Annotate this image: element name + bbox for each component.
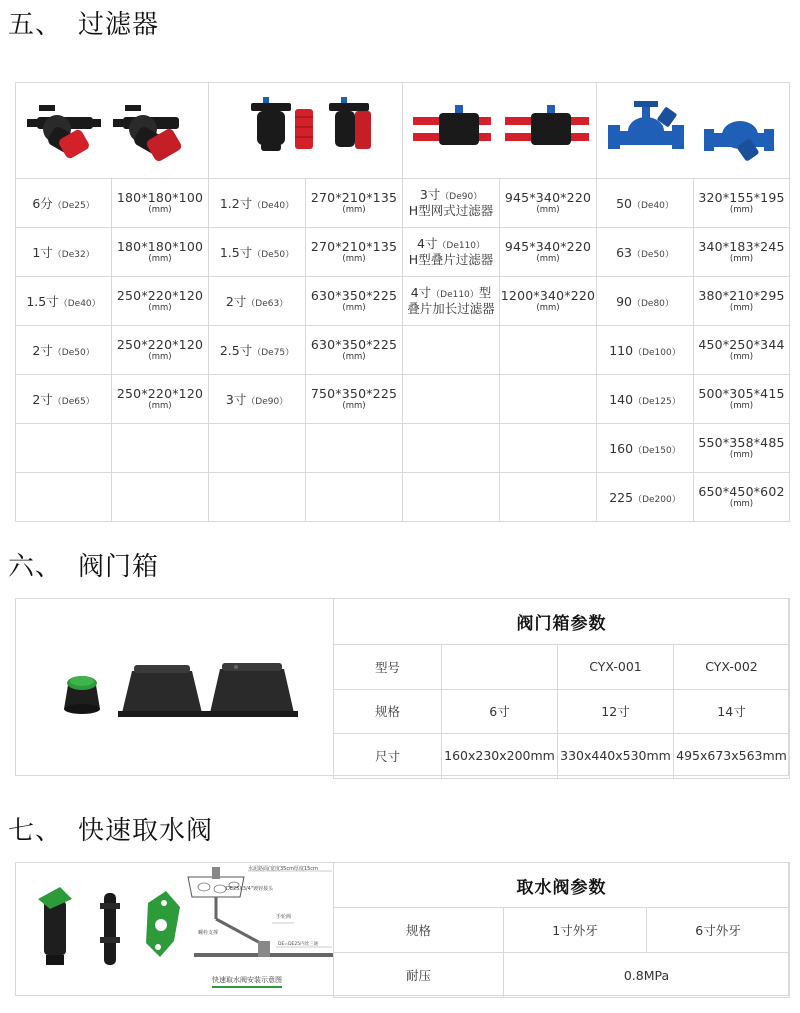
- dimension-unit: (mm): [342, 401, 366, 411]
- pipe-spec-label: （De65）: [52, 397, 95, 407]
- dimension-value: 180*180*100: [116, 190, 204, 205]
- diagram-caption: 快速取水阀安装示意图: [212, 975, 282, 988]
- filter-table-cell: [306, 179, 403, 228]
- filter-table-cell: [500, 473, 597, 522]
- size-label: 1.5寸: [26, 294, 59, 309]
- filter-table-cell: [694, 228, 790, 277]
- pressure-value: 0.8MPa: [504, 953, 790, 998]
- section-title-filter: [8, 4, 159, 41]
- dimension-value: 340*183*245: [698, 239, 785, 254]
- filter-table-cell: [16, 277, 112, 326]
- dimension-unit: (mm): [729, 401, 754, 411]
- filter-table-cell: [694, 473, 790, 522]
- diagram-note-handwheel: 手轮阀: [276, 914, 292, 920]
- pipe-spec-label: （De100）: [633, 347, 681, 358]
- dimension-unit: (mm): [536, 254, 560, 264]
- dimension-value: 250*220*120: [116, 337, 204, 352]
- param-label: 尺寸: [334, 734, 442, 779]
- filter-table-row: [16, 424, 790, 473]
- dimension-value: 270*210*135: [310, 239, 398, 254]
- param-value: 495x673x563mm: [674, 734, 790, 779]
- valve-box-row: [334, 645, 790, 690]
- filter-image-y-type: [597, 83, 790, 179]
- small-filter-image-icon: [17, 89, 207, 169]
- size-label: 50: [616, 195, 632, 211]
- filter-table-cell: [306, 326, 403, 375]
- dimension-unit: (mm): [729, 450, 754, 460]
- dimension-value: 1200*340*220: [500, 288, 596, 303]
- valve-box-row: [334, 689, 790, 734]
- filter-table-cell: [694, 375, 790, 424]
- pipe-spec-label: （De50）: [631, 249, 674, 260]
- size-label: 2.5寸: [219, 343, 253, 358]
- pipe-spec-label: （De80）: [631, 298, 674, 309]
- filter-table-cell: [500, 228, 597, 277]
- filter-table-cell: [597, 179, 694, 228]
- dimension-unit: (mm): [536, 303, 560, 313]
- filter-table-cell: [112, 473, 209, 522]
- param-value: 6寸: [442, 689, 558, 734]
- size-label: 1寸: [32, 245, 53, 260]
- dimension-unit: (mm): [342, 254, 366, 264]
- param-value: 14寸: [674, 689, 790, 734]
- param-value: CYX-001: [558, 645, 674, 690]
- section-number: 七、: [8, 816, 63, 846]
- size-label: 140: [609, 391, 634, 407]
- filter-table-cell: [500, 326, 597, 375]
- valve-box-param-table: [333, 598, 790, 779]
- dimension-value: 500*305*415: [698, 386, 785, 401]
- size-label: 1.2寸: [219, 196, 253, 211]
- param-value: 12寸: [558, 689, 674, 734]
- pipe-spec-label: （De125）: [633, 396, 681, 407]
- pipe-spec-label: （De150）: [633, 445, 681, 456]
- pipe-spec-label: （De75）: [252, 348, 295, 358]
- size-label: 160: [609, 440, 634, 456]
- dimension-unit: (mm): [148, 401, 172, 411]
- filter-table-cell: [209, 179, 306, 228]
- dimension-value: 180*180*100: [116, 239, 204, 254]
- pipe-spec-label: （De90）: [440, 192, 483, 202]
- pipe-spec-label: （De50）: [252, 250, 295, 260]
- pipe-spec-label: （De110）: [431, 290, 479, 300]
- section-name: 阀门箱: [78, 552, 160, 582]
- valve-box-product-icon: [16, 599, 334, 775]
- size-label: 3寸: [225, 392, 247, 407]
- filter-table-cell: [403, 473, 500, 522]
- filter-table-cell: [209, 375, 306, 424]
- dimension-unit: (mm): [342, 205, 366, 215]
- size-label: 6分: [32, 196, 53, 211]
- filter-table-cell: [112, 179, 209, 228]
- size-label: 4寸: [410, 285, 432, 300]
- filter-table-cell: [112, 375, 209, 424]
- medium-filter-image-icon: [211, 89, 401, 169]
- filter-table-cell: [209, 277, 306, 326]
- filter-image-small: [16, 83, 209, 179]
- section-name: 快速取水阀: [78, 816, 214, 846]
- dimension-unit: (mm): [342, 352, 366, 362]
- dimension-value: 630*350*225: [310, 288, 398, 303]
- valve-box-param-title: 阀门箱参数: [334, 599, 790, 645]
- filter-table-cell: [403, 424, 500, 473]
- filter-type-name: 叠片加长过滤器: [407, 301, 495, 316]
- filter-table-row: [16, 473, 790, 522]
- filter-table-cell: [500, 375, 597, 424]
- filter-table-cell: [500, 424, 597, 473]
- param-label: 型号: [334, 645, 442, 690]
- filter-table-row: [16, 228, 790, 277]
- quick-valve-param-table: [333, 862, 790, 998]
- pressure-label: 耐压: [334, 953, 504, 998]
- pipe-spec-label: （De110）: [437, 241, 486, 251]
- section-name: 过滤器: [78, 10, 160, 40]
- filter-image-h-type: [403, 83, 597, 179]
- filter-table-cell: [694, 326, 790, 375]
- section-title-quick-valve: [8, 810, 213, 847]
- filter-table-cell: [306, 228, 403, 277]
- diagram-note-joint: DE25X3/4"镀锌接头: [226, 886, 274, 892]
- dimension-value: 320*155*195: [698, 190, 785, 205]
- pipe-spec-label: （De63）: [246, 299, 289, 309]
- dimension-unit: (mm): [148, 205, 172, 215]
- dimension-value: 945*340*220: [504, 239, 592, 254]
- valve-box-row: [334, 734, 790, 779]
- dimension-value: 250*220*120: [116, 288, 204, 303]
- filter-table-cell: [694, 424, 790, 473]
- param-value: CYX-002: [674, 645, 790, 690]
- filter-table-cell: [112, 228, 209, 277]
- dimension-unit: (mm): [148, 352, 172, 362]
- filter-table-cell: [694, 179, 790, 228]
- pipe-spec-label: （De40）: [631, 200, 674, 211]
- filter-table-cell: [209, 424, 306, 473]
- type-suffix: 型: [478, 285, 492, 300]
- filter-table-row: [16, 179, 790, 228]
- dimension-value: 250*220*120: [116, 386, 204, 401]
- section-number: 六、: [8, 552, 63, 582]
- filter-table-cell: [500, 179, 597, 228]
- pipe-spec-label: （De25）: [52, 201, 95, 211]
- dimension-value: 450*250*344: [698, 337, 785, 352]
- filter-table-row: [16, 326, 790, 375]
- size-label: 1.5寸: [219, 245, 253, 260]
- installation-diagram: [184, 865, 334, 993]
- param-label: 规格: [334, 689, 442, 734]
- dimension-unit: (mm): [729, 499, 754, 509]
- filter-table-cell: [209, 228, 306, 277]
- filter-table-cell: [403, 326, 500, 375]
- filter-table-row: [16, 375, 790, 424]
- size-label: 2寸: [32, 343, 53, 358]
- filter-table-cell: [16, 179, 112, 228]
- filter-table-cell: [597, 424, 694, 473]
- filter-table-cell: [597, 326, 694, 375]
- dimension-value: 945*340*220: [504, 190, 592, 205]
- filter-table-cell: [500, 277, 597, 326]
- filter-table-cell: [209, 473, 306, 522]
- filter-table-cell: [597, 277, 694, 326]
- filter-table-cell: [16, 375, 112, 424]
- size-label: 2寸: [225, 294, 247, 309]
- filter-table-cell: [403, 277, 500, 326]
- valve-box-image: [16, 599, 334, 775]
- section-number: 五、: [8, 10, 63, 40]
- pipe-spec-label: （De90）: [246, 397, 289, 407]
- filter-image-medium: [209, 83, 403, 179]
- dimension-unit: (mm): [729, 303, 754, 313]
- dimension-value: 550*358*485: [698, 435, 785, 450]
- h-type-filter-image-icon: [405, 89, 595, 169]
- dimension-unit: (mm): [148, 303, 172, 313]
- spec-value-2: 6寸外牙: [647, 908, 790, 953]
- filter-table-cell: [16, 228, 112, 277]
- pipe-spec-label: （De32）: [52, 250, 95, 260]
- quick-valve-param-title: 取水阀参数: [334, 863, 790, 908]
- filter-table-cell: [403, 375, 500, 424]
- dimension-value: 380*210*295: [698, 288, 785, 303]
- filter-table-cell: [306, 424, 403, 473]
- dimension-value: 650*450*602: [698, 484, 785, 499]
- size-label: 3寸: [419, 187, 441, 202]
- filter-table-cell: [306, 473, 403, 522]
- filter-table-cell: [403, 179, 500, 228]
- pipe-spec-label: （De40）: [58, 299, 101, 309]
- filter-table-cell: [112, 277, 209, 326]
- dimension-value: 750*350*225: [310, 386, 398, 401]
- filter-table-cell: [306, 277, 403, 326]
- filter-type-name: H型网式过滤器: [408, 203, 494, 218]
- filter-table-cell: [597, 473, 694, 522]
- dimension-unit: (mm): [729, 352, 754, 362]
- param-value: [442, 645, 558, 690]
- dimension-value: 270*210*135: [310, 190, 398, 205]
- dimension-unit: (mm): [729, 254, 754, 264]
- size-label: 63: [616, 244, 632, 260]
- filter-table-cell: [16, 424, 112, 473]
- diagram-note-bracket: 螺栓支撑: [198, 930, 219, 936]
- size-label: 225: [609, 489, 634, 505]
- diagram-note-road: 水泥路面(宽度35cm厚度15cm: [248, 866, 318, 872]
- installation-diagram-icon: [184, 865, 334, 969]
- size-label: 110: [609, 342, 634, 358]
- diagram-note-tee: DE=DE25内丝三通: [278, 942, 319, 947]
- section-title-valve-box: [8, 546, 159, 583]
- filter-table-cell: [209, 326, 306, 375]
- size-label: 4寸: [416, 236, 438, 251]
- dimension-unit: (mm): [536, 205, 560, 215]
- param-value: 330x440x530mm: [558, 734, 674, 779]
- pipe-spec-label: （De200）: [633, 494, 681, 505]
- spec-label: 规格: [334, 908, 504, 953]
- filter-table-cell: [306, 375, 403, 424]
- filter-table-cell: [112, 326, 209, 375]
- spec-value-1: 1寸外牙: [504, 908, 647, 953]
- filter-table-cell: [597, 375, 694, 424]
- dimension-unit: (mm): [729, 205, 754, 215]
- dimension-value: 630*350*225: [310, 337, 398, 352]
- param-value: 160x230x200mm: [442, 734, 558, 779]
- size-label: 90: [616, 293, 632, 309]
- filter-table-cell: [694, 277, 790, 326]
- pipe-spec-label: （De40）: [252, 201, 295, 211]
- pipe-spec-label: （De50）: [52, 348, 95, 358]
- filter-table-cell: [112, 424, 209, 473]
- filter-type-name: H型叠片过滤器: [408, 252, 494, 267]
- filter-table: [15, 82, 790, 522]
- filter-table-cell: [403, 228, 500, 277]
- filter-table-cell: [597, 228, 694, 277]
- size-label: 2寸: [32, 392, 53, 407]
- dimension-unit: (mm): [148, 254, 172, 264]
- dimension-unit: (mm): [342, 303, 366, 313]
- filter-table-cell: [16, 326, 112, 375]
- filter-table-cell: [16, 473, 112, 522]
- filter-table-row: [16, 277, 790, 326]
- quick-valve-image: [16, 863, 334, 995]
- y-type-filter-image-icon: [598, 89, 788, 169]
